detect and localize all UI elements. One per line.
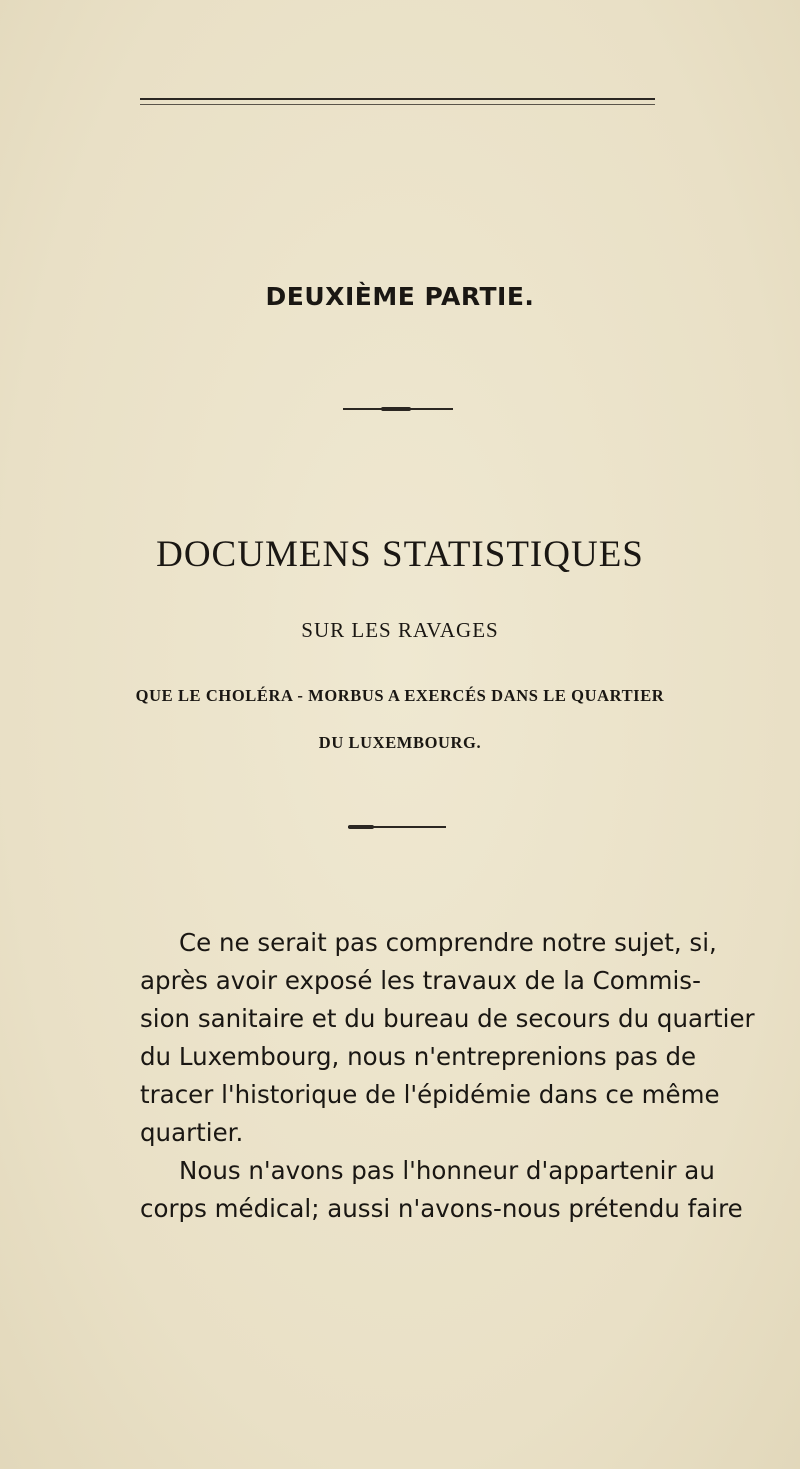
ornament-swell: [348, 825, 374, 829]
part-heading: DEUXIÈME PARTIE.: [265, 282, 535, 311]
body-text-line: du Luxembourg, nous n'entreprenions pas de: [140, 1042, 697, 1071]
body-text-line: sion sanitaire et du bureau de secours du quartier: [140, 1004, 755, 1033]
ornament-divider-bottom: [348, 826, 446, 828]
section-subtitle-line-2: QUE LE CHOLÉRA - MORBUS A EXERCÉS DANS LE QUARTIER: [135, 686, 665, 705]
top-rule: [140, 98, 655, 100]
section-subtitle: SUR LES RAVAGES: [301, 618, 499, 642]
ornament-swell: [381, 407, 411, 411]
body-text-line: tracer l'historique de l'épidémie dans ce même: [140, 1080, 720, 1109]
section-subtitle-line-3: DU LUXEMBOURG.: [318, 733, 482, 752]
body-text-line: Nous n'avons pas l'honneur d'appartenir au: [179, 1156, 715, 1185]
body-text-line: Ce ne serait pas comprendre notre sujet, si,: [179, 928, 717, 957]
body-text-line: quartier.: [140, 1118, 244, 1147]
body-text-line: après avoir exposé les travaux de la Commis-: [140, 966, 701, 995]
body-text-line: corps médical; aussi n'avons-nous prétendu faire: [140, 1194, 743, 1223]
top-rule-thin: [140, 104, 655, 105]
ornament-divider-top: [343, 408, 453, 410]
section-title: DOCUMENS STATISTIQUES: [156, 534, 644, 575]
